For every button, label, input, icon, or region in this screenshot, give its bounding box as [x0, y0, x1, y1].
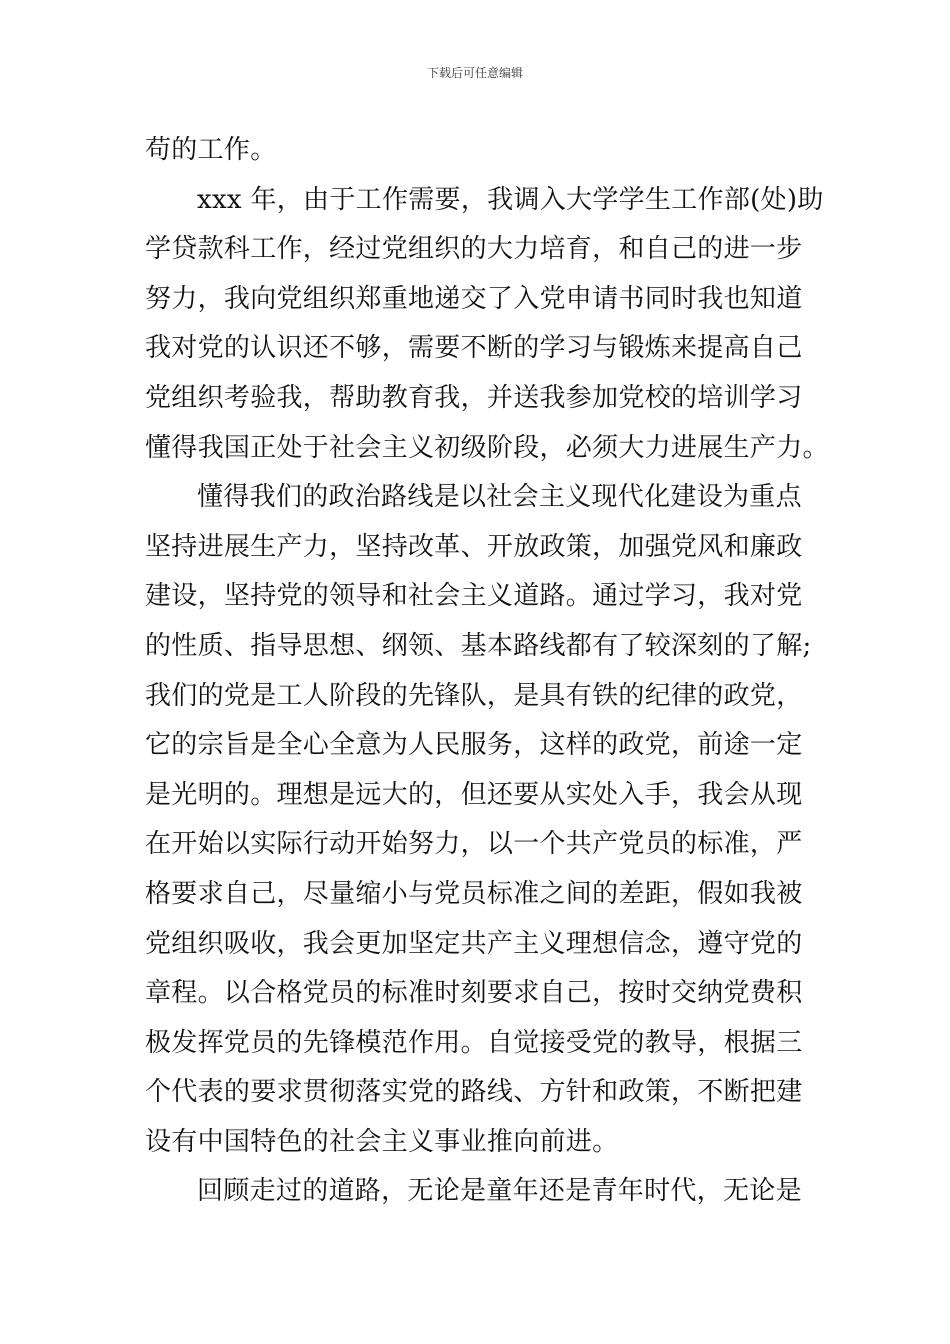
- paragraph-start-line: xxx 年，由于工作需要，我调入大学学生工作部(处)助: [197, 184, 824, 215]
- text-line: 苟的工作。: [145, 135, 277, 165]
- text-line: 的性质、指导思想、纲领、基本路线都有了较深刻的了解;: [145, 630, 812, 661]
- text-line: 它的宗旨是全心全意为人民服务，这样的政党，前途一定: [145, 730, 803, 761]
- text-line: 是光明的。理想是远大的，但还要从实处入手，我会从现: [145, 779, 803, 810]
- text-line: 极发挥党员的先锋模范作用。自觉接受党的教导，根据三: [145, 1027, 803, 1058]
- text-line: 我们的党是工人阶段的先锋队，是具有铁的纪律的政党，: [145, 680, 803, 711]
- document-body: [145, 126, 829, 1217]
- paragraph-start-line: 回顾走过的道路，无论是童年还是青年时代，无论是: [197, 1176, 802, 1207]
- text-line: 学贷款科工作，经过党组织的大力培育，和自己的进一步: [145, 234, 803, 265]
- text-line: 懂得我国正处于社会主义初级阶段，必须大力进展生产力。: [145, 432, 829, 463]
- text-line: 努力，我向党组织郑重地递交了入党申请书同时我也知道: [145, 283, 803, 314]
- paragraph-start-line: 懂得我们的政治路线是以社会主义现代化建设为重点: [197, 482, 802, 513]
- text-line: 在开始以实际行动开始努力，以一个共产党员的标准，严: [145, 829, 803, 860]
- text-line: 坚持进展生产力，坚持改革、开放政策，加强党风和廉政: [145, 531, 803, 562]
- text-line: 我对党的认识还不够，需要不断的学习与锻炼来提高自己: [145, 333, 803, 364]
- text-line: 党组织吸收，我会更加坚定共产主义理想信念，遵守党的: [145, 928, 803, 959]
- text-line: 格要求自己，尽量缩小与党员标准之间的差距，假如我被: [145, 878, 803, 909]
- text-line: 建设，坚持党的领导和社会主义道路。通过学习，我对党: [145, 581, 803, 612]
- text-line: 个代表的要求贯彻落实党的路线、方针和政策，不断把建: [145, 1077, 803, 1108]
- page-header: 下载后可任意编辑: [426, 66, 523, 80]
- text-line: 设有中国特色的社会主义事业推向前进。: [145, 1126, 619, 1157]
- text-line: 党组织考验我，帮助教育我，并送我参加党校的培训学习: [145, 382, 803, 413]
- text-line: 章程。以合格党员的标准时刻要求自己，按时交纳党费积: [145, 978, 803, 1009]
